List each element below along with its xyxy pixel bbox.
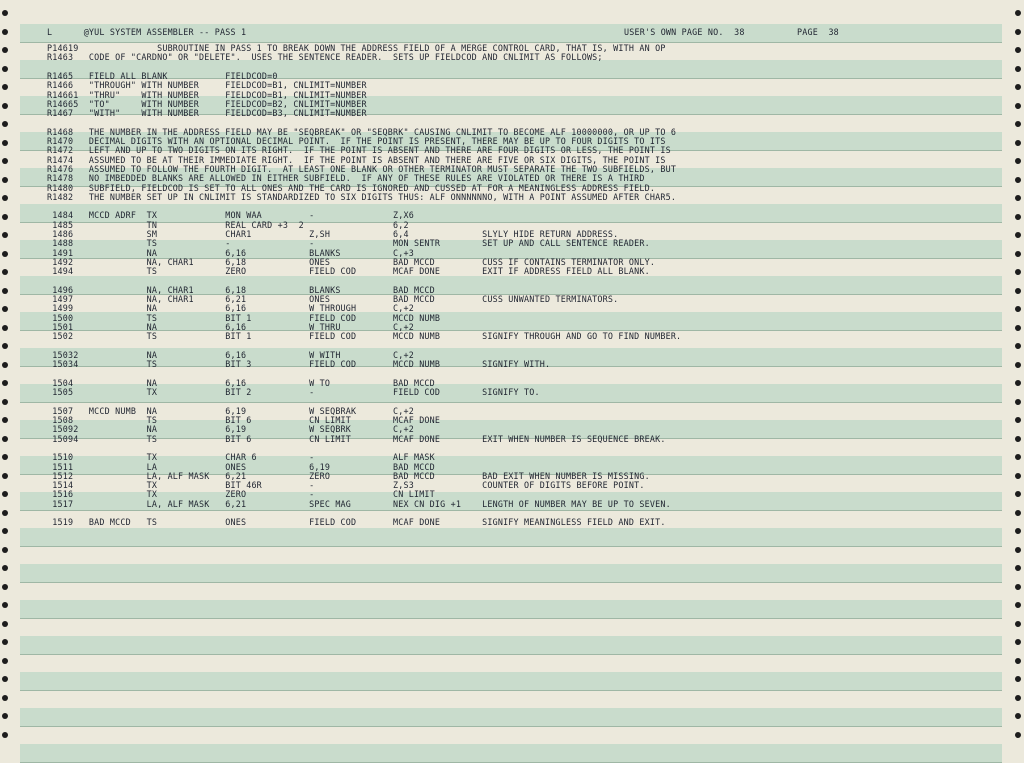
listing-line: R1463 CODE OF "CARDNO" OR "DELETE". USES THE SENTENCE READER. SETS UP FIELDCOD AND CNLIMIT AS FOLLOWS; — [47, 52, 603, 63]
listing-line: R1467 "WITH" WITH NUMBER FIELDCOD=B3, CNLIMIT=NUMBER — [47, 108, 367, 119]
listing-line: R1478 NO IMBEDDED BLANKS ARE ALLOWED IN EITHER SUBFIELD. IF ANY OF THESE RULES ARE VIOLATED OR THERE IS A THIRD — [47, 173, 645, 184]
listing-line: 1499 NA 6,16 W THROUGH C,+2 — [47, 303, 414, 314]
header-right: USER'S OWN PAGE NO. 38 PAGE 38 — [624, 27, 839, 37]
listing-line: R1468 THE NUMBER IN THE ADDRESS FIELD MAY BE "SEQBREAK" OR "SEQBRK" CAUSING CNLIMIT TO BECOME ALF 10000000, OR UP TO 6 — [47, 126, 677, 137]
listing-line: 1514 TX BIT 46R - Z,S3 COUNTER OF DIGITS BEFORE POINT. — [47, 480, 645, 491]
listing-line: 15094 TS BIT 6 CN LIMIT MCAF DONE EXIT WHEN NUMBER IS SEQUENCE BREAK. — [47, 433, 666, 444]
listing-line: 1492 NA, CHAR1 6,18 ONES BAD MCCD CUSS IF CONTAINS TERMINATOR ONLY. — [47, 256, 656, 267]
listing-line: 1496 NA, CHAR1 6,18 BLANKS BAD MCCD — [47, 284, 435, 295]
listing-line: 1500 TS BIT 1 FIELD COD MCCD NUMB — [47, 312, 441, 323]
listing-line: R1474 ASSUMED TO BE AT THEIR IMMEDIATE RIGHT. IF THE POINT IS ABSENT AND THERE ARE FIVE OR SIX DIGITS, THE POINT IS — [47, 154, 666, 165]
header-left: L @YUL SYSTEM ASSEMBLER -- PASS 1 — [47, 27, 247, 37]
listing-line: 1494 TS ZERO FIELD COD MCAF DONE EXIT IF ADDRESS FIELD ALL BLANK. — [47, 266, 650, 277]
listing-line: 1510 TX CHAR 6 - ALF MASK — [47, 452, 435, 463]
listing-line: 1511 LA ONES 6,19 BAD MCCD — [47, 461, 435, 472]
listing-line: 1502 TS BIT 1 FIELD COD MCCD NUMB SIGNIFY THROUGH AND GO TO FIND NUMBER. — [47, 331, 682, 342]
listing-line: 1516 TX ZERO - CN LIMIT — [47, 489, 435, 500]
listing-line: 15092 NA 6,19 W SEQBRK C,+2 — [47, 424, 414, 435]
listing-line: R1465 FIELD ALL BLANK FIELDCOD=0 — [47, 70, 278, 81]
listing-line: 1504 NA 6,16 W TO BAD MCCD — [47, 377, 435, 388]
listing-line: 1497 NA, CHAR1 6,21 ONES BAD MCCD CUSS UNWANTED TERMINATORS. — [47, 294, 619, 305]
listing-line: R1472 LEFT AND UP TO TWO DIGITS ON ITS RIGHT. IF THE POINT IS ABSENT AND THERE ARE FOUR DIGITS OR LESS, THE POINT IS — [47, 145, 671, 156]
listing-line: R14661 "THRU" WITH NUMBER FIELDCOD=B1, CNLIMIT=NUMBER — [47, 89, 367, 100]
listing-line: 15032 NA 6,16 W WITH C,+2 — [47, 349, 414, 360]
listing-line: 1517 LA, ALF MASK 6,21 SPEC MAG NEX CN DIG +1 LENGTH OF NUMBER MAY BE UP TO SEVEN. — [47, 498, 671, 509]
listing-line: 1519 BAD MCCD TS ONES FIELD COD MCAF DONE SIGNIFY MEANINGLESS FIELD AND EXIT. — [47, 517, 666, 528]
listing-line: 1512 LA, ALF MASK 6,21 ZERO BAD MCCD BAD EXIT WHEN NUMBER IS MISSING. — [47, 470, 650, 481]
listing-line: 1485 TN REAL CARD +3 2 6,2 — [47, 219, 409, 230]
listing-line: R1470 DECIMAL DIGITS WITH AN OPTIONAL DECIMAL POINT. IF THE POINT IS PRESENT, THERE MAY BE UP TO FOUR DIGITS TO ITS — [47, 136, 666, 146]
listing-line: 1507 MCCD NUMB NA 6,19 W SEQBRAK C,+2 — [47, 405, 414, 416]
listing-line: R1482 THE NUMBER SET UP IN CNLIMIT IS STANDARDIZED TO SIX DIGITS THUS: ALF ONNNNNNO, WITH A POINT ASSUMED AFTER CHAR5. — [47, 191, 677, 202]
listing-line: R1466 "THROUGH" WITH NUMBER FIELDCOD=B1, CNLIMIT=NUMBER — [47, 80, 367, 91]
listing-line: 1501 NA 6,16 W THRU C,+2 — [47, 322, 414, 332]
listing-line: 15034 TS BIT 3 FIELD COD MCCD NUMB SIGNIFY WITH. — [47, 359, 551, 370]
listing-line: 1508 TS BIT 6 CN LIMIT MCAF DONE — [47, 415, 441, 425]
listing-line: 1488 TS - - MON SENTR SET UP AND CALL SENTENCE READER. — [47, 238, 650, 249]
listing-line: R14665 "TO" WITH NUMBER FIELDCOD=B2, CNLIMIT=NUMBER — [47, 98, 367, 109]
listing-line: 1486 SM CHAR1 Z,SH 6,4 SLYLY HIDE RETURN ADDRESS. — [47, 229, 619, 239]
listing-line: R1480 SUBFIELD, FIELDCOD IS SET TO ALL ONES AND THE CARD IS IGNORED AND CUSSED AT FOR A MEANINGLESS ADDRESS FIELD. — [47, 182, 656, 193]
listing-line: 1505 TX BIT 2 - FIELD COD SIGNIFY TO. — [47, 387, 540, 398]
listing-line: P14619 SUBROUTINE IN PASS 1 TO BREAK DOWN THE ADDRESS FIELD OF A MERGE CONTROL CARD, THAT IS, WITH AN OP — [47, 43, 666, 53]
listing-line: 1484 MCCD ADRF TX MON WAA - Z,X6 — [47, 210, 414, 221]
listing-line: 1491 NA 6,16 BLANKS C,+3 — [47, 247, 414, 258]
listing-line: R1476 ASSUMED TO FOLLOW THE FOURTH DIGIT. AT LEAST ONE BLANK OR OTHER TERMINATOR MUST SEPARATE THE TWO SUBFIELDS, BUT — [47, 163, 677, 174]
